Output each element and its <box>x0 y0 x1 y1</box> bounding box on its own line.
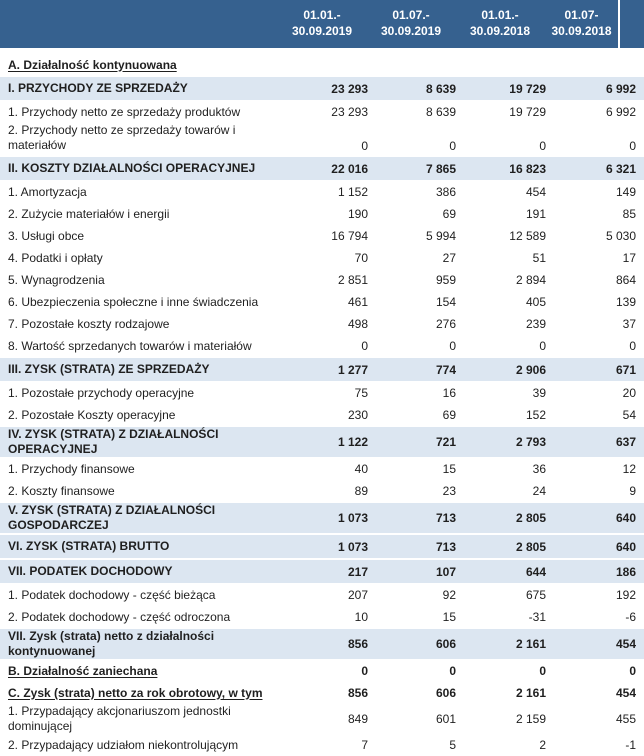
table-row <box>0 335 644 357</box>
row-value-col2: 774 <box>435 362 456 377</box>
row-value-col2: 713 <box>435 511 456 525</box>
row-value-col4: 192 <box>615 588 636 602</box>
row-value-col3: 0 <box>539 339 546 353</box>
table-row <box>0 225 644 247</box>
row-value-col3: 24 <box>532 484 546 498</box>
row-label: 2. Przychody netto ze sprzedaży towarów i materiałów <box>8 123 236 152</box>
row-value-col1: 0 <box>361 664 368 678</box>
row-value-col4: 0 <box>629 139 636 153</box>
row-label: VII. PODATEK DOCHODOWY <box>8 564 173 578</box>
row-value-col1: 207 <box>347 588 368 602</box>
table-row <box>0 427 644 457</box>
row-value-col3: 2 793 <box>515 435 546 449</box>
row-label: VII. Zysk (strata) netto z działalności kontynuowanej <box>8 629 215 658</box>
row-value-col3: 644 <box>525 564 546 579</box>
row-label: II. KOSZTY DZIAŁALNOŚCI OPERACYJNEJ <box>8 161 256 175</box>
row-value-col2: 606 <box>435 637 456 651</box>
row-value-col3: 0 <box>539 664 546 678</box>
row-value-col2: 8 639 <box>425 81 456 96</box>
row-value-col1: 1 073 <box>337 511 368 525</box>
column-header-period-3 <box>455 8 545 40</box>
row-value-col1: 849 <box>347 712 368 726</box>
row-label: IV. ZYSK (STRATA) Z DZIAŁALNOŚCI OPERACYJNEJ <box>8 427 219 456</box>
row-value-col1: 89 <box>354 484 368 498</box>
row-value-col3: 2 805 <box>515 511 546 525</box>
table-row <box>0 629 644 659</box>
row-value-col3: 36 <box>532 462 546 476</box>
row-label: C. Zysk (strata) netto za rok obrotowy, w tym <box>8 685 263 700</box>
row-value-col4: 6 321 <box>605 161 636 176</box>
column-header-period-4 <box>545 8 618 40</box>
row-value-col1: 10 <box>354 610 368 624</box>
row-value-col3: 2 <box>539 738 546 752</box>
row-label: 1. Przypadający akcjonariuszom jednostki dominującej <box>8 704 231 733</box>
table-row <box>0 704 644 734</box>
row-label: V. ZYSK (STRATA) Z DZIAŁALNOŚCI GOSPODARCZEJ <box>8 503 216 532</box>
row-value-col1: 75 <box>354 386 368 400</box>
table-body <box>0 48 644 756</box>
column-header-line: 01.07- <box>564 8 599 23</box>
row-value-col3: 2 805 <box>515 539 546 554</box>
row-value-col2: 8 639 <box>425 105 456 119</box>
row-value-col3: 675 <box>525 588 546 602</box>
row-value-col2: 7 865 <box>425 161 456 176</box>
row-value-col2: 69 <box>442 408 456 422</box>
row-label: 1. Przychody finansowe <box>8 461 135 476</box>
row-label: 4. Podatki i opłaty <box>8 250 103 265</box>
row-value-col3: 191 <box>525 207 546 221</box>
table-row <box>0 404 644 426</box>
table-row <box>0 382 644 404</box>
row-value-col4: 139 <box>615 295 636 309</box>
row-value-col4: 640 <box>615 539 636 554</box>
row-value-col4: 454 <box>615 637 636 651</box>
row-label: I. PRZYCHODY ZE SPRZEDAŻY <box>8 81 188 95</box>
row-value-col4: 186 <box>615 564 636 579</box>
row-value-col1: 2 851 <box>337 273 368 287</box>
row-value-col1: 1 277 <box>337 362 368 377</box>
row-label: 2. Koszty finansowe <box>8 483 115 498</box>
row-label: 2. Podatek dochodowy - część odroczona <box>8 609 231 624</box>
row-value-col2: 15 <box>442 610 456 624</box>
row-value-col1: 498 <box>347 317 368 331</box>
row-value-col2: 5 <box>449 738 456 752</box>
row-value-col3: 2 894 <box>515 273 546 287</box>
row-label: 6. Ubezpieczenia społeczne i inne świadczenia <box>8 294 259 309</box>
table-row <box>0 181 644 203</box>
table-row <box>0 203 644 225</box>
row-value-col4: 0 <box>629 664 636 678</box>
row-label: 2. Pozostałe Koszty operacyjne <box>8 407 176 422</box>
row-value-col1: 856 <box>347 686 368 700</box>
row-label: B. Działalność zaniechana <box>8 663 158 678</box>
row-value-col1: 0 <box>361 339 368 353</box>
row-value-col3: 2 159 <box>515 712 546 726</box>
row-value-col3: 2 161 <box>515 637 546 651</box>
row-value-col2: 386 <box>435 185 456 199</box>
row-value-col3: 0 <box>539 139 546 153</box>
row-value-col1: 70 <box>354 251 368 265</box>
row-value-col3: 2 161 <box>515 686 546 700</box>
row-value-col2: 0 <box>449 664 456 678</box>
row-value-col4: 85 <box>622 207 636 221</box>
row-value-col1: 16 794 <box>331 229 368 243</box>
table-row <box>0 157 644 180</box>
column-header-line: 30.09.2018 <box>551 24 612 38</box>
row-value-col2: 27 <box>442 251 456 265</box>
row-label: A. Działalność kontynuowana <box>8 57 177 72</box>
row-value-col4: 0 <box>629 339 636 353</box>
row-value-col2: 16 <box>442 386 456 400</box>
row-value-col2: 601 <box>435 712 456 726</box>
row-value-col2: 154 <box>435 295 456 309</box>
row-label: 5. Wynagrodzenia <box>8 272 105 287</box>
row-value-col2: 276 <box>435 317 456 331</box>
row-value-col3: 19 729 <box>509 81 546 96</box>
table-row <box>0 480 644 502</box>
row-value-col1: 7 <box>361 738 368 752</box>
table-row <box>0 606 644 628</box>
row-value-col1: 23 293 <box>331 81 368 96</box>
table-row <box>0 54 644 76</box>
table-row <box>0 269 644 291</box>
row-value-col1: 22 016 <box>331 161 368 176</box>
table-row <box>0 660 644 682</box>
table-row <box>0 313 644 335</box>
table-row <box>0 247 644 269</box>
row-value-col4: 5 030 <box>605 229 636 243</box>
table-row <box>0 458 644 480</box>
row-value-col4: 12 <box>622 462 636 476</box>
row-value-col1: 23 293 <box>331 105 368 119</box>
row-value-col2: 721 <box>435 435 456 449</box>
row-value-col1: 190 <box>347 207 368 221</box>
row-value-col3: 12 589 <box>509 229 546 243</box>
row-label: 2. Przypadający udziałom niekontrolującym <box>8 737 239 752</box>
table-row <box>0 734 644 756</box>
column-header-line: 30.09.2019 <box>380 24 442 38</box>
row-label: III. ZYSK (STRATA) ZE SPRZEDAŻY <box>8 362 210 376</box>
table-row <box>0 77 644 100</box>
row-value-col3: 152 <box>525 408 546 422</box>
table-row <box>0 503 644 533</box>
row-value-col3: 405 <box>525 295 546 309</box>
column-header-line: 01.07.- <box>392 8 430 23</box>
header-label-spacer <box>0 0 277 48</box>
row-value-col4: 37 <box>622 317 636 331</box>
row-value-col1: 856 <box>347 637 368 651</box>
row-value-col1: 40 <box>354 462 368 476</box>
row-value-col4: 149 <box>615 185 636 199</box>
column-header-line: 01.01.- <box>481 8 519 23</box>
row-value-col2: 959 <box>435 273 456 287</box>
row-value-col4: 6 992 <box>605 81 636 96</box>
table-row <box>0 101 644 123</box>
row-value-col4: 640 <box>615 511 636 525</box>
row-label: 2. Zużycie materiałów i energii <box>8 206 170 221</box>
row-value-col3: 454 <box>525 185 546 199</box>
row-value-col4: 864 <box>615 273 636 287</box>
row-value-col2: 713 <box>435 539 456 554</box>
column-header-period-2 <box>367 8 455 40</box>
table-row <box>0 535 644 558</box>
row-value-col3: 39 <box>532 386 546 400</box>
column-header-line: 30.09.2018 <box>469 24 531 38</box>
row-value-col3: 2 906 <box>515 362 546 377</box>
row-value-col3: 51 <box>532 251 546 265</box>
row-value-col2: 69 <box>442 207 456 221</box>
row-value-col2: 92 <box>442 588 456 602</box>
table-row <box>0 358 644 381</box>
row-value-col4: 671 <box>615 362 636 377</box>
row-value-col4: -1 <box>625 738 636 752</box>
row-value-col4: 637 <box>615 435 636 449</box>
table-row <box>0 584 644 606</box>
row-value-col2: 5 994 <box>425 229 456 243</box>
row-value-col1: 230 <box>347 408 368 422</box>
row-value-col2: 15 <box>442 462 456 476</box>
row-value-col3: 16 823 <box>509 161 546 176</box>
row-label: VI. ZYSK (STRATA) BRUTTO <box>8 539 170 553</box>
column-header-period-1 <box>277 8 367 40</box>
table-header <box>0 0 644 48</box>
row-value-col4: 454 <box>615 686 636 700</box>
row-value-col4: 455 <box>615 712 636 726</box>
header-filler <box>620 0 644 48</box>
row-label: 7. Pozostałe koszty rodzajowe <box>8 316 170 331</box>
row-label: 1. Przychody netto ze sprzedaży produktów <box>8 104 241 119</box>
row-value-col4: -6 <box>625 610 636 624</box>
row-value-col1: 217 <box>347 564 368 579</box>
row-value-col3: 239 <box>525 317 546 331</box>
row-value-col4: 20 <box>622 386 636 400</box>
row-value-col1: 1 073 <box>337 539 368 554</box>
table-row <box>0 560 644 583</box>
row-value-col1: 1 152 <box>337 185 368 199</box>
row-value-col1: 1 122 <box>337 435 368 449</box>
row-value-col2: 107 <box>435 564 456 579</box>
column-header-line: 30.09.2019 <box>291 24 353 38</box>
row-label: 3. Usługi obce <box>8 228 85 243</box>
row-value-col2: 0 <box>449 339 456 353</box>
table-row <box>0 123 644 156</box>
row-value-col4: 9 <box>629 484 636 498</box>
table-row <box>0 682 644 704</box>
row-value-col3: -31 <box>528 610 546 624</box>
row-value-col2: 606 <box>435 686 456 700</box>
row-value-col4: 6 992 <box>605 105 636 119</box>
row-label: 8. Wartość sprzedanych towarów i materiałów <box>8 338 252 353</box>
row-value-col4: 54 <box>622 408 636 422</box>
table-row <box>0 291 644 313</box>
column-header-line: 01.01.- <box>303 8 341 23</box>
row-label: 1. Podatek dochodowy - część bieżąca <box>8 587 216 602</box>
row-value-col1: 461 <box>347 295 368 309</box>
row-value-col3: 19 729 <box>509 105 546 119</box>
row-label: 1. Amortyzacja <box>8 184 87 199</box>
row-value-col4: 17 <box>622 251 636 265</box>
row-value-col2: 0 <box>449 139 456 153</box>
row-label: 1. Pozostałe przychody operacyjne <box>8 385 195 400</box>
row-value-col2: 23 <box>442 484 456 498</box>
row-value-col1: 0 <box>361 139 368 153</box>
